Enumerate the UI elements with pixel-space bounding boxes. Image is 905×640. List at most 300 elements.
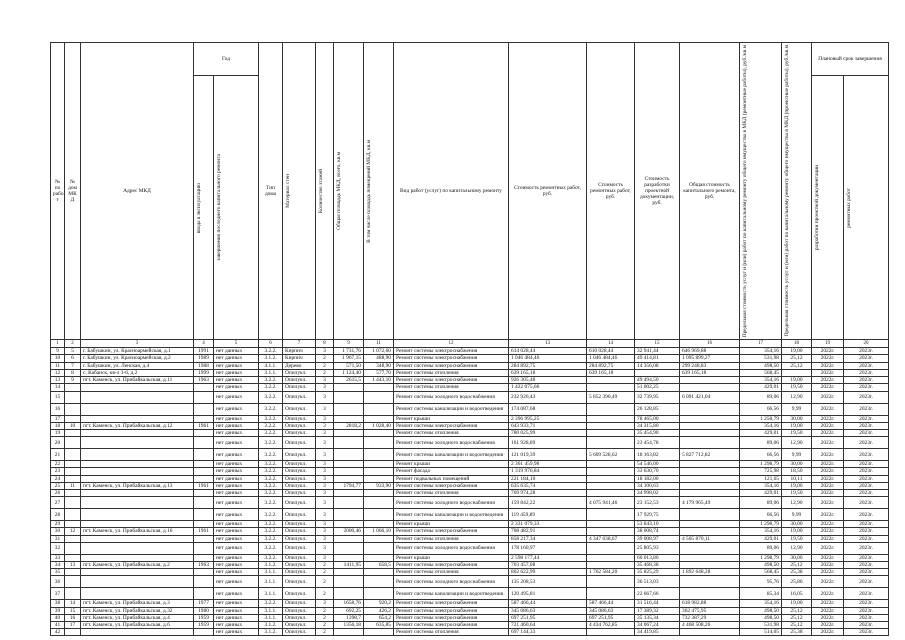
cell-living-area xyxy=(364,629,394,636)
cell-house-type: 3.2.2. xyxy=(259,542,283,554)
cell-row-number: 22 xyxy=(51,461,65,468)
cell-limit-cost-design: 25,12 xyxy=(782,614,812,621)
cell-year-overhaul: нет данных xyxy=(214,528,259,535)
cell-work-type: Ремонт системы канализации и водоотведения xyxy=(394,403,509,415)
cell-total-area xyxy=(334,576,364,588)
cell-living-area: 1 072,60 xyxy=(364,348,394,355)
cell-cost-design: 49 414,81 xyxy=(635,355,680,362)
cell-wall-material: Опилукл. xyxy=(283,588,316,600)
cell-cost-repair xyxy=(587,384,635,391)
cell-house-type: 3.1.1. xyxy=(259,569,283,576)
cell-row-number: 25 xyxy=(51,482,65,489)
cell-total-area xyxy=(334,521,364,528)
cell-wall-material: Опилукл. xyxy=(283,614,316,621)
cell-wall-material: Опилукл. xyxy=(283,554,316,561)
cell-limit-cost-design: 30,00 xyxy=(782,554,812,561)
cell-year-built xyxy=(194,384,214,391)
cell-cost-total xyxy=(680,576,740,588)
cell-mkd-number xyxy=(65,535,81,542)
capital-repair-table xyxy=(50,42,889,636)
cell-mkd-number xyxy=(65,542,81,554)
cell-plan-works: 2023г. xyxy=(844,561,889,568)
cell-house-type: 3.1.1. xyxy=(259,369,283,376)
cell-mkd-number xyxy=(65,588,81,600)
cell-living-area xyxy=(364,535,394,542)
cell-cost-repair xyxy=(587,377,635,384)
cell-mkd-number xyxy=(65,391,81,403)
cell-house-type: 3.2.2. xyxy=(259,449,283,461)
cell-limit-cost: 498,50 xyxy=(740,362,782,369)
cell-row-number: 17 xyxy=(51,415,65,422)
table-row xyxy=(51,403,889,415)
cell-floors: 3 xyxy=(316,509,334,521)
cell-year-built xyxy=(194,521,214,528)
cell-wall-material: Дерево xyxy=(283,362,316,369)
cell-limit-cost: 429,01 xyxy=(740,384,782,391)
cell-house-type: 3.1.1. xyxy=(259,576,283,588)
cell-floors: 2 xyxy=(316,607,334,614)
cell-work-type: Ремонт системы отопления xyxy=(394,489,509,496)
cell-work-type: Ремонт системы отопления xyxy=(394,629,509,636)
cell-cost-repair: 5 609 528,62 xyxy=(587,449,635,461)
cell-limit-cost: 568,45 xyxy=(740,369,782,376)
cell-year-built xyxy=(194,437,214,449)
cell-address xyxy=(81,489,194,496)
cell-row-number: 31 xyxy=(51,535,65,542)
cell-year-overhaul: нет данных xyxy=(214,449,259,461)
cell-cost-repair: 697 251,95 xyxy=(587,614,635,621)
cell-limit-cost: 498,50 xyxy=(740,561,782,568)
cell-cost-total xyxy=(680,629,740,636)
cell-house-type: 3.1.2. xyxy=(259,621,283,628)
cell-living-area: 1 443,10 xyxy=(364,377,394,384)
cell-address: г. Бабушкин, ул. Ленская, д.4 xyxy=(81,362,194,369)
cell-cost-total xyxy=(680,377,740,384)
cell-plan-design: 2022г. xyxy=(812,377,844,384)
cell-address xyxy=(81,629,194,636)
cell-address: пгт. Каменск, ул. Прибайкальская, д.13 xyxy=(81,482,194,489)
cell-house-type: 3.2.2. xyxy=(259,497,283,509)
cell-plan-design: 2022г. xyxy=(812,475,844,482)
cell-wall-material: Опилукл. xyxy=(283,449,316,461)
cell-work-type: Ремонт системы холодного водоснабжения xyxy=(394,542,509,554)
cell-wall-material: Опилукл. xyxy=(283,437,316,449)
cell-cost-repair: 4 075 941,46 xyxy=(587,497,635,509)
cell-mkd-number xyxy=(65,521,81,528)
cell-wall-material: Опилукл. xyxy=(283,377,316,384)
cell-cost-total xyxy=(680,528,740,535)
cell-plan-works: 2023г. xyxy=(844,521,889,528)
cell-work-type: Ремонт системы канализации и водоотведения xyxy=(394,509,509,521)
cell-total-area: 1 967,15 xyxy=(334,355,364,362)
cell-cost-works: 708 482,91 xyxy=(509,528,587,535)
cell-living-area: 426,2 xyxy=(364,607,394,614)
cell-living-area: 1 066,10 xyxy=(364,528,394,535)
cell-plan-works: 2023г. xyxy=(844,607,889,614)
header-work-type: Вид работ (услуг) по капитальному ремонту xyxy=(394,43,509,340)
cell-row-number: 37 xyxy=(51,588,65,600)
cell-plan-design: 2022г. xyxy=(812,449,844,461)
cell-mkd-number: 10 xyxy=(65,422,81,429)
cell-cost-works: 159 842,22 xyxy=(509,497,587,509)
table-row xyxy=(51,377,889,384)
cell-year-built xyxy=(194,497,214,509)
cell-total-area xyxy=(334,497,364,509)
cell-row-number: 34 xyxy=(51,561,65,568)
cell-plan-works: 2023г. xyxy=(844,449,889,461)
cell-mkd-number: 14 xyxy=(65,600,81,607)
table-row xyxy=(51,621,889,628)
cell-mkd-number: 6 xyxy=(65,355,81,362)
cell-work-type: Ремонт системы электроснабжения xyxy=(394,422,509,429)
cell-work-type: Ремонт системы электроснабжения xyxy=(394,600,509,607)
table-row xyxy=(51,528,889,535)
cell-cost-total: 1 095 899,27 xyxy=(680,355,740,362)
cell-floors: 2 xyxy=(316,369,334,376)
cell-plan-design: 2022г. xyxy=(812,482,844,489)
cell-year-built xyxy=(194,468,214,475)
cell-cost-design: 14 356,08 xyxy=(635,362,680,369)
cell-plan-works: 2023г. xyxy=(844,600,889,607)
cell-house-type: 3.2.2. xyxy=(259,535,283,542)
cell-year-overhaul: нет данных xyxy=(214,629,259,636)
cell-row-number: 27 xyxy=(51,497,65,509)
table-row xyxy=(51,561,889,568)
cell-plan-works: 2023г. xyxy=(844,475,889,482)
cell-limit-cost: 66,56 xyxy=(740,509,782,521)
cell-cost-works: 121 019,39 xyxy=(509,449,587,461)
cell-house-type: 3.2.2. xyxy=(259,437,283,449)
column-number: 9 xyxy=(334,340,364,348)
cell-mkd-number: 9 xyxy=(65,377,81,384)
cell-floors: 3 xyxy=(316,600,334,607)
cell-house-type: 3.1.2. xyxy=(259,355,283,362)
cell-cost-total xyxy=(680,475,740,482)
cell-floors: 2 xyxy=(316,629,334,636)
cell-row-number: 41 xyxy=(51,621,65,628)
cell-total-area xyxy=(334,629,364,636)
cell-total-area xyxy=(334,542,364,554)
header-address: Адрес МКД xyxy=(81,43,194,340)
cell-cost-design: 35 135,34 xyxy=(635,614,680,621)
header-year-group: Год xyxy=(194,43,259,76)
cell-mkd-number xyxy=(65,449,81,461)
cell-total-area xyxy=(334,429,364,436)
cell-mkd-number xyxy=(65,576,81,588)
cell-plan-works: 2023г. xyxy=(844,509,889,521)
cell-house-type: 3.2.2. xyxy=(259,554,283,561)
cell-row-number: 19 xyxy=(51,429,65,436)
table-row xyxy=(51,468,889,475)
cell-limit-cost: 1 298,79 xyxy=(740,521,782,528)
column-number: 1 xyxy=(51,340,65,348)
cell-cost-design: 31 516,44 xyxy=(635,600,680,607)
cell-living-area xyxy=(364,521,394,528)
cell-work-type: Ремонт системы электроснабжения xyxy=(394,348,509,355)
cell-row-number: 42 xyxy=(51,629,65,636)
cell-cost-total: 4 505 870,11 xyxy=(680,535,740,542)
cell-limit-cost-design: 12,90 xyxy=(782,391,812,403)
cell-year-built xyxy=(194,588,214,600)
cell-mkd-number: 17 xyxy=(65,621,81,628)
cell-living-area xyxy=(364,509,394,521)
table-row xyxy=(51,362,889,369)
cell-row-number: 20 xyxy=(51,437,65,449)
cell-mkd-number xyxy=(65,509,81,521)
cell-cost-repair: 5 852 390,49 xyxy=(587,391,635,403)
cell-limit-cost: 354,16 xyxy=(740,377,782,384)
cell-cost-works: 769 974,28 xyxy=(509,489,587,496)
cell-year-built xyxy=(194,415,214,422)
cell-mkd-number: 7 xyxy=(65,362,81,369)
cell-living-area: 348,90 xyxy=(364,362,394,369)
table-row xyxy=(51,629,889,636)
cell-cost-repair xyxy=(587,489,635,496)
cell-year-overhaul: нет данных xyxy=(214,355,259,362)
cell-total-area xyxy=(334,461,364,468)
cell-plan-works: 2023г. xyxy=(844,348,889,355)
cell-cost-repair xyxy=(587,461,635,468)
cell-limit-cost: 725,98 xyxy=(740,468,782,475)
cell-mkd-number xyxy=(65,569,81,576)
cell-cost-total xyxy=(680,482,740,489)
cell-cost-works: 345 086,63 xyxy=(509,607,587,614)
cell-year-overhaul: нет данных xyxy=(214,384,259,391)
cell-cost-repair: 284 892,75 xyxy=(587,362,635,369)
cell-year-built: 1963 xyxy=(194,561,214,568)
column-number: 15 xyxy=(635,340,680,348)
cell-limit-cost: 498,50 xyxy=(740,614,782,621)
cell-wall-material: Опилукл. xyxy=(283,542,316,554)
cell-living-area xyxy=(364,403,394,415)
cell-wall-material: Кирпич xyxy=(283,348,316,355)
cell-limit-cost: 429,01 xyxy=(740,429,782,436)
cell-work-type: Ремонт системы канализации и водоотведения xyxy=(394,588,509,600)
cell-limit-cost-design: 19,50 xyxy=(782,384,812,391)
cell-year-built xyxy=(194,542,214,554)
cell-total-area xyxy=(334,569,364,576)
cell-total-area: 1356,18 xyxy=(334,621,364,628)
cell-year-overhaul: нет данных xyxy=(214,377,259,384)
cell-plan-design: 2022г. xyxy=(812,542,844,554)
column-number: 14 xyxy=(587,340,635,348)
cell-cost-works: 2 331 079,33 xyxy=(509,521,587,528)
cell-plan-works: 2023г. xyxy=(844,497,889,509)
cell-year-overhaul: нет данных xyxy=(214,614,259,621)
column-number: 16 xyxy=(680,340,740,348)
cell-limit-cost: 429,01 xyxy=(740,535,782,542)
cell-house-type: 3.2.2. xyxy=(259,489,283,496)
cell-mkd-number: 13 xyxy=(65,561,81,568)
cell-limit-cost: 1 258,79 xyxy=(740,415,782,422)
table-row xyxy=(51,542,889,554)
header-cost-repair: Стоимость ремонтных работ, руб. xyxy=(587,43,635,340)
cell-living-area: 577,70 xyxy=(364,369,394,376)
cell-plan-design: 2022г. xyxy=(812,621,844,628)
cell-cost-works: 635 635,74 xyxy=(509,482,587,489)
cell-floors: 3 xyxy=(316,542,334,554)
column-number: 5 xyxy=(214,340,259,348)
cell-row-number: 35 xyxy=(51,569,65,576)
cell-address xyxy=(81,542,194,554)
header-year-built: ввода в эксплуатацию xyxy=(196,182,202,233)
cell-living-area xyxy=(364,576,394,588)
cell-living-area xyxy=(364,542,394,554)
cell-limit-cost: 1 298,79 xyxy=(740,461,782,468)
cell-plan-design: 2022г. xyxy=(812,348,844,355)
column-number: 11 xyxy=(364,340,394,348)
cell-year-overhaul: нет данных xyxy=(214,369,259,376)
cell-plan-works: 2023г. xyxy=(844,461,889,468)
cell-row-number: 30 xyxy=(51,528,65,535)
column-number-row xyxy=(51,340,889,348)
cell-plan-works: 2023г. xyxy=(844,569,889,576)
cell-floors: 3 xyxy=(316,422,334,429)
cell-work-type: Ремонт фасада xyxy=(394,468,509,475)
cell-row-number: 24 xyxy=(51,475,65,482)
cell-cost-repair xyxy=(587,437,635,449)
cell-house-type: 3.2.2. xyxy=(259,468,283,475)
cell-cost-design: 18 163,82 xyxy=(635,449,680,461)
column-number: 12 xyxy=(394,340,509,348)
cell-address xyxy=(81,437,194,449)
cell-wall-material: Кирпич xyxy=(283,355,316,362)
cell-cost-total: 1 892 648,28 xyxy=(680,569,740,576)
cell-address xyxy=(81,576,194,588)
cell-total-area: 1794,77 xyxy=(334,482,364,489)
cell-work-type: Ремонт системы отопления xyxy=(394,384,509,391)
cell-cost-design: 34 419,85 xyxy=(635,629,680,636)
cell-cost-works: 1 319 976,84 xyxy=(509,468,587,475)
cell-year-built xyxy=(194,535,214,542)
cell-living-area xyxy=(364,569,394,576)
header-living-area: В том числе площадь помещений МКД, кв.м xyxy=(366,139,372,243)
cell-limit-cost: 89,06 xyxy=(740,542,782,554)
cell-plan-works: 2023г. xyxy=(844,614,889,621)
cell-year-overhaul: нет данных xyxy=(214,391,259,403)
cell-house-type: 3.2.2. xyxy=(259,528,283,535)
cell-cost-works: 119 459,89 xyxy=(509,509,587,521)
cell-limit-cost-design: 25,12 xyxy=(782,621,812,628)
cell-cost-total xyxy=(680,509,740,521)
cell-plan-design: 2022г. xyxy=(812,422,844,429)
cell-plan-works: 2023г. xyxy=(844,422,889,429)
cell-year-overhaul: нет данных xyxy=(214,621,259,628)
cell-cost-design: 23 152,53 xyxy=(635,497,680,509)
cell-house-type: 3.2.2. xyxy=(259,509,283,521)
cell-plan-works: 2023г. xyxy=(844,535,889,542)
cell-row-number: 26 xyxy=(51,489,65,496)
cell-plan-works: 2023г. xyxy=(844,542,889,554)
cell-cost-repair xyxy=(587,629,635,636)
cell-cost-total: 299 248,83 xyxy=(680,362,740,369)
cell-limit-cost-design xyxy=(782,369,812,376)
cell-cost-design: 39 008,97 xyxy=(635,535,680,542)
cell-wall-material: Опилукл. xyxy=(283,391,316,403)
cell-limit-cost-design: 19,50 xyxy=(782,535,812,542)
table-row xyxy=(51,588,889,600)
cell-year-built xyxy=(194,489,214,496)
cell-year-built: 1963 xyxy=(194,377,214,384)
cell-cost-design: 51 002,25 xyxy=(635,384,680,391)
cell-plan-works: 2023г. xyxy=(844,429,889,436)
cell-year-overhaul: нет данных xyxy=(214,497,259,509)
cell-total-area xyxy=(334,437,364,449)
cell-work-type: Ремонт системы электроснабжения xyxy=(394,528,509,535)
cell-house-type: 3.1.2. xyxy=(259,629,283,636)
cell-year-built: 1989 xyxy=(194,355,214,362)
cell-limit-cost-design: 25,12 xyxy=(782,355,812,362)
cell-limit-cost: 531,98 xyxy=(740,621,782,628)
cell-cost-repair xyxy=(587,576,635,588)
cell-plan-design: 2022г. xyxy=(812,629,844,636)
column-number: 20 xyxy=(844,340,889,348)
header-no: № по рабо т xyxy=(51,43,65,340)
cell-plan-design: 2022г. xyxy=(812,429,844,436)
cell-year-built: 1980 xyxy=(194,607,214,614)
cell-house-type: 3.2.2. xyxy=(259,377,283,384)
cell-total-area: 1658,76 xyxy=(334,600,364,607)
table-row xyxy=(51,437,889,449)
cell-living-area xyxy=(364,497,394,509)
cell-cost-repair: 1 762 584,20 xyxy=(587,569,635,576)
cell-cost-total xyxy=(680,461,740,468)
cell-year-built: 1959 xyxy=(194,614,214,621)
cell-cost-design: 35 468,38 xyxy=(635,561,680,568)
cell-cost-repair xyxy=(587,403,635,415)
cell-cost-total xyxy=(680,422,740,429)
cell-house-type: 4.1.1. xyxy=(259,362,283,369)
cell-floors: 2 xyxy=(316,621,334,628)
cell-work-type: Ремонт системы холодного водоснабжения xyxy=(394,391,509,403)
cell-cost-repair xyxy=(587,542,635,554)
cell-limit-cost-design: 25,38 xyxy=(782,629,812,636)
cell-mkd-number xyxy=(65,489,81,496)
cell-cost-works: 614 028,44 xyxy=(509,348,587,355)
cell-cost-repair: 639 165,18 xyxy=(587,369,635,376)
cell-floors: 2 xyxy=(316,588,334,600)
cell-cost-works: 174 087,68 xyxy=(509,403,587,415)
table-row xyxy=(51,355,889,362)
cell-floors: 3 xyxy=(316,391,334,403)
cell-plan-design: 2022г. xyxy=(812,391,844,403)
cell-limit-cost: 531,98 xyxy=(740,355,782,362)
cell-cost-repair xyxy=(587,554,635,561)
table-row xyxy=(51,569,889,576)
column-number: 8 xyxy=(316,340,334,348)
cell-total-area: 571,50 xyxy=(334,362,364,369)
cell-limit-cost: 354,16 xyxy=(740,600,782,607)
cell-limit-cost-design: 16,05 xyxy=(782,588,812,600)
cell-floors: 3 xyxy=(316,497,334,509)
cell-address: г. Бабушкин, ул. Красноармейская, д.2 xyxy=(81,355,194,362)
cell-limit-cost: 89,06 xyxy=(740,497,782,509)
cell-address: пгт. Каменск, ул. Прибайкальская, д.4 xyxy=(81,614,194,621)
cell-plan-design: 2022г. xyxy=(812,521,844,528)
cell-limit-cost-design: 9,99 xyxy=(782,509,812,521)
cell-work-type: Ремонт крыши xyxy=(394,415,509,422)
cell-living-area: 658,5 xyxy=(364,561,394,568)
cell-limit-cost: 121,65 xyxy=(740,475,782,482)
cell-limit-cost-design: 9,99 xyxy=(782,449,812,461)
cell-total-area: 1 731,76 xyxy=(334,348,364,355)
cell-row-number: 11 xyxy=(51,362,65,369)
cell-plan-works: 2023г. xyxy=(844,369,889,376)
table-row xyxy=(51,475,889,482)
cell-living-area xyxy=(364,429,394,436)
cell-wall-material: Опилукл. xyxy=(283,429,316,436)
cell-wall-material: Опилукл. xyxy=(283,384,316,391)
